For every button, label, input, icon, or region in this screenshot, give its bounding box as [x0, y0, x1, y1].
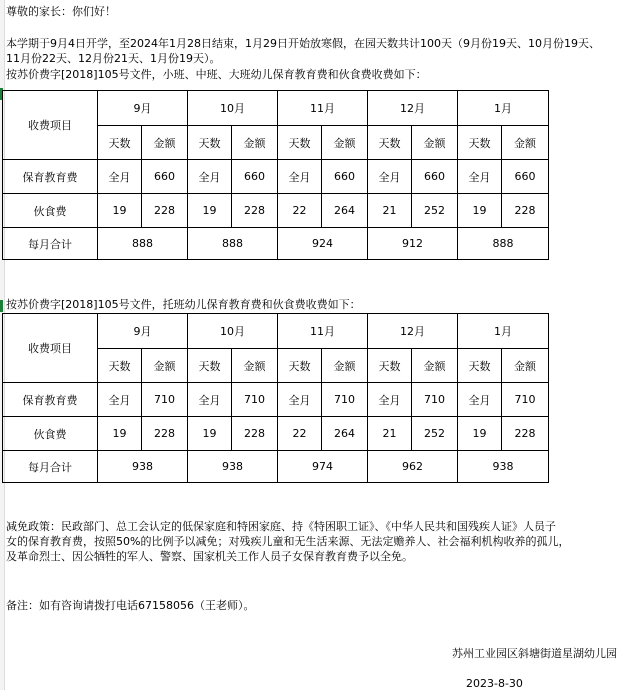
policy-line: 减免政策：民政部门、总工会认定的低保家庭和特困家庭、持《特困职工证》、《中华人民共和国残疾人证》人员子 — [6, 520, 556, 533]
table-row — [3, 228, 549, 260]
header-amount: 金额 — [412, 349, 458, 383]
header-month: 12月 — [368, 314, 458, 349]
cell: 252 — [412, 417, 458, 451]
cell: 22 — [278, 194, 322, 228]
cell: 21 — [368, 194, 412, 228]
policy-line: 及革命烈士、因公牺牲的军人、警察、国家机关工作人员子女保育教育费予以全免。 — [6, 550, 413, 563]
header-days: 天数 — [188, 126, 232, 160]
header-amount: 金额 — [322, 349, 368, 383]
cell: 全月 — [458, 160, 502, 194]
monthly-total: 962 — [368, 451, 458, 483]
greeting: 尊敬的家长：你们好！ — [6, 5, 116, 18]
cell: 全月 — [278, 160, 322, 194]
row-label: 伙食费 — [3, 194, 98, 228]
cell: 660 — [142, 160, 188, 194]
cell: 19 — [458, 417, 502, 451]
header-days: 天数 — [188, 349, 232, 383]
table-row — [3, 451, 549, 483]
cell: 22 — [278, 417, 322, 451]
cell: 228 — [232, 194, 278, 228]
header-month: 10月 — [188, 314, 278, 349]
monthly-total-label: 每月合计 — [3, 451, 98, 483]
header-month: 11月 — [278, 91, 368, 126]
intro-line-2: 11月份22天、12月份21天、1月份19天）。 — [6, 52, 221, 65]
cell: 全月 — [188, 160, 232, 194]
header-amount: 金额 — [412, 126, 458, 160]
header-month: 10月 — [188, 91, 278, 126]
table-row — [3, 194, 549, 228]
cell: 全月 — [188, 383, 232, 417]
section1-title: 按苏价费字[2018]105号文件，小班、中班、大班幼儿保育教育费和伙食费收费如下： — [6, 68, 427, 81]
selection-marker — [0, 300, 3, 312]
cell: 19 — [458, 194, 502, 228]
cell: 264 — [322, 194, 368, 228]
policy-line: 女的保育教育费，按照50%的比例予以减免；对残疾儿童和无生活来源、无法定赡养人、社会福利机构收养的孤儿， — [6, 535, 570, 548]
header-days: 天数 — [368, 126, 412, 160]
table-row — [3, 160, 549, 194]
monthly-total: 938 — [458, 451, 549, 483]
header-amount: 金额 — [322, 126, 368, 160]
header-month: 12月 — [368, 91, 458, 126]
header-days: 天数 — [458, 349, 502, 383]
header-month: 9月 — [98, 314, 188, 349]
cell: 660 — [502, 160, 549, 194]
cell: 19 — [188, 194, 232, 228]
header-month: 9月 — [98, 91, 188, 126]
header-days: 天数 — [98, 349, 142, 383]
monthly-total: 888 — [458, 228, 549, 260]
cell: 21 — [368, 417, 412, 451]
cell: 19 — [98, 417, 142, 451]
note: 备注：如有咨询请拨打电话67158056（王老师）。 — [6, 599, 255, 612]
header-item: 收费项目 — [3, 91, 98, 160]
intro-line-1: 本学期于9月4日开学，至2024年1月28日结束，1月29日开始放寒假，在园天数共计100天（9月份19天、10月份19天、 — [6, 37, 600, 50]
monthly-total: 938 — [98, 451, 188, 483]
cell: 全月 — [278, 383, 322, 417]
header-days: 天数 — [368, 349, 412, 383]
cell: 710 — [142, 383, 188, 417]
cell: 660 — [412, 160, 458, 194]
cell: 660 — [322, 160, 368, 194]
row-label: 保育教育费 — [3, 160, 98, 194]
fee-table-kindergarten — [2, 90, 549, 260]
header-amount: 金额 — [232, 349, 278, 383]
cell: 全月 — [368, 160, 412, 194]
header-days: 天数 — [278, 126, 322, 160]
monthly-total: 912 — [368, 228, 458, 260]
header-amount: 金额 — [142, 126, 188, 160]
header-amount: 金额 — [232, 126, 278, 160]
monthly-total: 974 — [278, 451, 368, 483]
fee-table-nursery — [2, 313, 549, 483]
cell: 228 — [502, 194, 549, 228]
table-row — [3, 417, 549, 451]
cell: 252 — [412, 194, 458, 228]
header-item: 收费项目 — [3, 314, 98, 383]
monthly-total-label: 每月合计 — [3, 228, 98, 260]
cell: 全月 — [368, 383, 412, 417]
header-amount: 金额 — [502, 349, 549, 383]
monthly-total: 888 — [188, 228, 278, 260]
row-label: 伙食费 — [3, 417, 98, 451]
cell: 710 — [232, 383, 278, 417]
date: 2023-8-30 — [466, 677, 523, 690]
cell: 全月 — [98, 160, 142, 194]
cell: 660 — [232, 160, 278, 194]
header-days: 天数 — [278, 349, 322, 383]
monthly-total: 938 — [188, 451, 278, 483]
row-label: 保育教育费 — [3, 383, 98, 417]
header-month: 1月 — [458, 91, 549, 126]
header-days: 天数 — [98, 126, 142, 160]
header-amount: 金额 — [142, 349, 188, 383]
cell: 19 — [188, 417, 232, 451]
monthly-total: 888 — [98, 228, 188, 260]
cell: 264 — [322, 417, 368, 451]
header-amount: 金额 — [502, 126, 549, 160]
table-row — [3, 383, 549, 417]
header-days: 天数 — [458, 126, 502, 160]
policy-text — [6, 519, 621, 564]
cell: 710 — [502, 383, 549, 417]
school-name: 苏州工业园区斜塘街道星湖幼儿园 — [452, 647, 617, 660]
header-month: 1月 — [458, 314, 549, 349]
section2-title: 按苏价费字[2018]105号文件，托班幼儿保育教育费和伙食费收费如下： — [6, 298, 361, 311]
cell: 228 — [232, 417, 278, 451]
cell: 228 — [142, 194, 188, 228]
cell: 228 — [502, 417, 549, 451]
cell: 710 — [412, 383, 458, 417]
monthly-total: 924 — [278, 228, 368, 260]
cell: 全月 — [98, 383, 142, 417]
cell: 228 — [142, 417, 188, 451]
cell: 710 — [322, 383, 368, 417]
cell: 19 — [98, 194, 142, 228]
header-month: 11月 — [278, 314, 368, 349]
cell: 全月 — [458, 383, 502, 417]
